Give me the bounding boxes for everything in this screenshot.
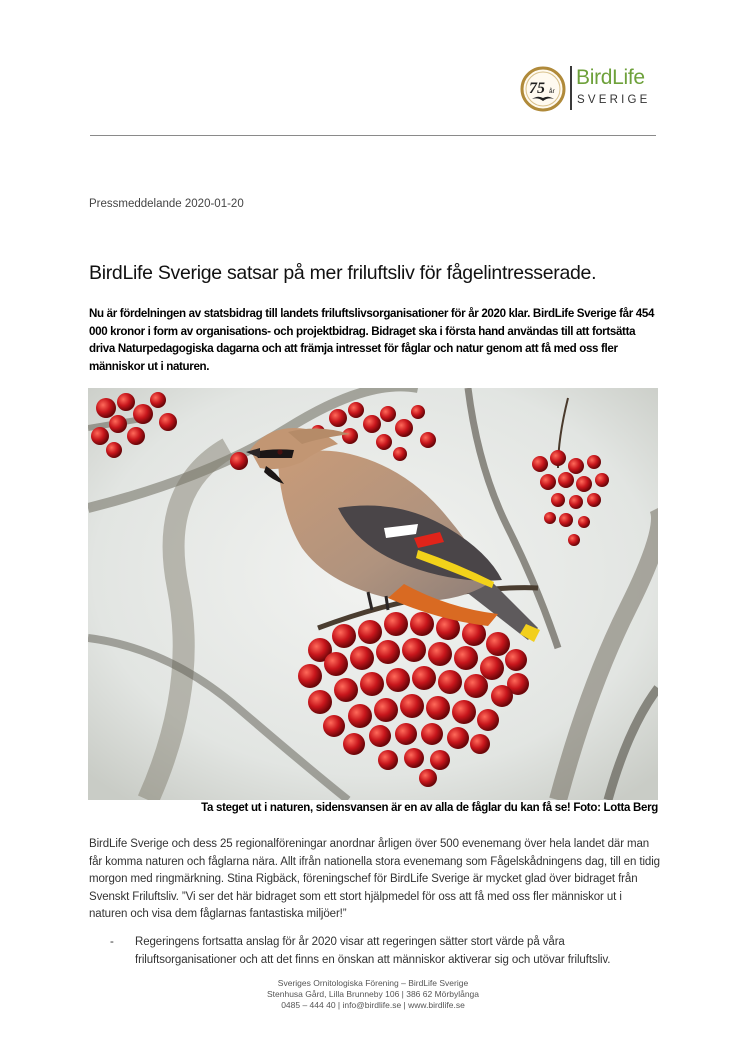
- press-release-date: Pressmeddelande 2020-01-20: [89, 198, 244, 210]
- lead-paragraph: Nu är fördelningen av statsbidrag till landets friluftslivsorganisationer för år 2020 klar. BirdLife Sverige får 454 000 kronor i form av organisations- och projektbidrag. Bidraget ska i första hand användas till att fortsätta driva Naturpedagogiska dagarna och att främja intresset för fåglar och natur genom att få med oss fler människor ut i naturen.: [89, 307, 655, 373]
- footer: [200, 978, 546, 1011]
- waxwing-photo: [88, 388, 658, 800]
- birdlife-logo: [520, 64, 660, 114]
- logo-brand-name: BirdLife: [576, 66, 645, 89]
- header-divider: [90, 135, 656, 136]
- badge-number: 75: [529, 80, 545, 97]
- waxwing-on-rowan-berries-icon: [88, 388, 658, 800]
- footer-organization: Sveriges Ornitologiska Förening – BirdLife Sverige: [277, 978, 469, 988]
- footer-address: Stenhusa Gård, Lilla Brunneby 106 | 386 62 Mörbylånga: [266, 989, 479, 999]
- body-paragraph: BirdLife Sverige och dess 25 regionalföreningar anordnar årligen över 500 evenemang över hela landet där man får komma naturen och fåglarna nära. Allt ifrån nationella stora evenemang som Fågelskådningens dag, till en tidig morgon med ringmärkning. Stina Rigbäck, föreningschef för BirdLife Sverige är mycket glad över bidraget från Svenskt Friluftsliv. ”Vi ser det här bidraget som ett stort hjälpmedel för oss att få med oss fler människor ut i naturen och visa dem fåglarnas fantastiska miljöer!”: [89, 838, 660, 920]
- bullet-text: Regeringens fortsatta anslag för år 2020 visar att regeringen sätter stort värde på våra friluftsorganisationer och att det finns en önskan att människor aktiverar sig och utövar friluftsliv.: [135, 936, 611, 966]
- bullet-marker: -: [110, 936, 114, 948]
- photo-caption: Ta steget ut i naturen, sidensvansen är en av alla de fåglar du kan få se! Foto: Lotta Berg: [201, 802, 658, 814]
- bullet-list: [110, 934, 660, 969]
- list-item: [110, 934, 660, 969]
- footer-contact: 0485 – 444 40 | info@birdlife.se | www.birdlife.se: [281, 1000, 465, 1010]
- logo-divider: [570, 66, 572, 110]
- anniversary-badge-icon: [520, 66, 566, 112]
- headline: BirdLife Sverige satsar på mer friluftsliv för fågelintresserade.: [89, 262, 597, 284]
- logo-brand-sub: SVERIGE: [577, 94, 651, 106]
- badge-suffix: år: [549, 88, 555, 95]
